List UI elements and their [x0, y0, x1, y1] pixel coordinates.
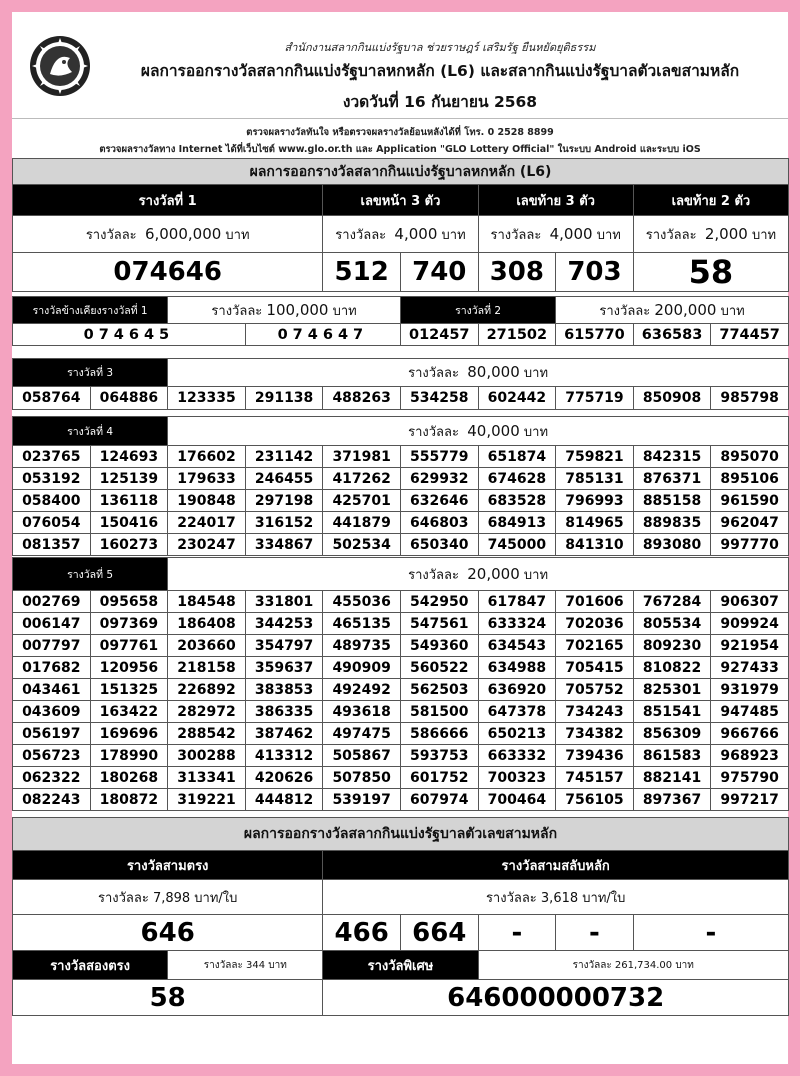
prize5-number: 186408: [168, 613, 246, 635]
prize4-number: 150416: [90, 512, 168, 534]
prize3-number: 775719: [556, 387, 634, 410]
prize4-number: 076054: [13, 512, 91, 534]
prize5-number: 383853: [245, 679, 323, 701]
prize4-number: 651874: [478, 446, 556, 468]
prize4-number: 629932: [400, 468, 478, 490]
prize5-number: 705415: [556, 657, 634, 679]
prize5-number: 095658: [90, 591, 168, 613]
prize5-number: 097761: [90, 635, 168, 657]
straight2-label: รางวัลสองตรง: [13, 951, 168, 980]
amount-value: 4,000: [394, 224, 438, 243]
prize4-number: 246455: [245, 468, 323, 490]
prize5-number: 539197: [323, 789, 401, 811]
prize5-amount: [168, 558, 789, 591]
prize4-number: 997770: [711, 534, 789, 556]
prize5-number: 607974: [400, 789, 478, 811]
n3-table: [12, 817, 789, 1016]
prize5-number: 634988: [478, 657, 556, 679]
prize5-row: [13, 789, 789, 811]
prize5-number: 562503: [400, 679, 478, 701]
amount-unit: บาท: [225, 227, 250, 243]
prize5-number: 560522: [400, 657, 478, 679]
prize4-number: 441879: [323, 512, 401, 534]
amount-unit: บาท: [720, 303, 745, 319]
back2-number: 58: [633, 253, 788, 292]
prize4-table: [12, 416, 789, 556]
amount-value: 40,000: [467, 421, 520, 440]
straight3-number: 646: [13, 915, 323, 951]
draw-date: งวดวันที่ 16 กันยายน 2568: [342, 93, 538, 111]
prize5-number: 169696: [90, 723, 168, 745]
prize3-number: 058764: [13, 387, 91, 410]
prize4-number: 895070: [711, 446, 789, 468]
back3-number: 703: [556, 253, 634, 292]
prize4-number: 885158: [633, 490, 711, 512]
prize4-row: [13, 534, 789, 556]
glo-emblem-icon: [28, 34, 92, 98]
amount-value: 80,000: [467, 363, 520, 381]
amount-unit: บาท: [751, 227, 777, 243]
prize4-number: 231142: [245, 446, 323, 468]
amount-prefix: รางวัลละ: [408, 567, 459, 583]
header: [12, 12, 788, 118]
prize4-amount: [168, 417, 789, 446]
amount-value: 4,000: [549, 224, 593, 243]
back2-amount: [633, 216, 788, 253]
front3-number: 512: [323, 253, 401, 292]
amount-unit: บาท: [523, 567, 549, 583]
prize5-row: [13, 745, 789, 767]
tod3-number: -: [633, 915, 788, 951]
prize5-number: 151325: [90, 679, 168, 701]
near1-amount: [168, 297, 401, 324]
prize2-number: 615770: [556, 324, 634, 346]
prize4-row: [13, 468, 789, 490]
prize5-number: 701606: [556, 591, 634, 613]
amount-unit: บาท: [332, 303, 357, 319]
prize4-number: 632646: [400, 490, 478, 512]
prize4-number: 895106: [711, 468, 789, 490]
prize5-number: 921954: [711, 635, 789, 657]
prize4-number: 125139: [90, 468, 168, 490]
prize4-number: 179633: [168, 468, 246, 490]
prize4-number: 684913: [478, 512, 556, 534]
front3-number: 740: [400, 253, 478, 292]
prize5-number: 455036: [323, 591, 401, 613]
prize3-number: 488263: [323, 387, 401, 410]
prize5-number: 313341: [168, 767, 246, 789]
prize5-number: 745157: [556, 767, 634, 789]
prize4-row: [13, 446, 789, 468]
prize5-number: 386335: [245, 701, 323, 723]
tod3-number: 664: [400, 915, 478, 951]
prize5-label: รางวัลที่ 5: [13, 558, 168, 591]
prize5-number: 617847: [478, 591, 556, 613]
straight3-label: รางวัลสามตรง: [13, 851, 323, 880]
prize4-number: 190848: [168, 490, 246, 512]
straight2-amount: รางวัลละ 344 บาท: [168, 951, 323, 980]
front3-label: เลขหน้า 3 ตัว: [323, 185, 478, 216]
prize5-number: 931979: [711, 679, 789, 701]
prize5-number: 633324: [478, 613, 556, 635]
prize2-number: 012457: [400, 324, 478, 346]
prize4-number: 683528: [478, 490, 556, 512]
prize5-number: 650213: [478, 723, 556, 745]
prize5-number: 002769: [13, 591, 91, 613]
prize5-number: 444812: [245, 789, 323, 811]
prize5-table: [12, 557, 789, 811]
prize5-number: 465135: [323, 613, 401, 635]
prize5-number: 184548: [168, 591, 246, 613]
prize3-number: 064886: [90, 387, 168, 410]
amount-prefix: รางวัลละ: [408, 424, 459, 440]
prize5-number: 505867: [323, 745, 401, 767]
prize4-number: 961590: [711, 490, 789, 512]
near1-number: 074647: [245, 324, 400, 346]
prize5-number: 043461: [13, 679, 91, 701]
prize5-number: 226892: [168, 679, 246, 701]
agency-motto: สำนักงานสลากกินแบ่งรัฐบาล ช่วยราษฎร์ เสริมรัฐ ยืนหยัดยุติธรรม: [284, 41, 596, 54]
check-phone: ตรวจผลรางวัลทันใจ หรือตรวจผลรางวัลย้อนหลังได้ที่ โทร. 0 2528 8899: [246, 127, 554, 138]
prize3-table: [12, 358, 789, 410]
special-amount: รางวัลละ 261,734.00 บาท: [478, 951, 788, 980]
prize5-row: [13, 657, 789, 679]
prize4-number: 650340: [400, 534, 478, 556]
prize5-number: 705752: [556, 679, 634, 701]
prize4-label: รางวัลที่ 4: [13, 417, 168, 446]
prize5-number: 767284: [633, 591, 711, 613]
prize4-number: 334867: [245, 534, 323, 556]
amount-prefix: รางวัลละ: [490, 227, 542, 243]
prize5-row: [13, 613, 789, 635]
prize4-number: 842315: [633, 446, 711, 468]
special-number: 646000000732: [323, 980, 789, 1016]
prize5-number: 490909: [323, 657, 401, 679]
check-internet: ตรวจผลรางวัลทาง Internet ได้ที่เว็บไซต์ www.glo.or.th และ Application "GLO Lottery Official" ในระบบ Android และระบบ iOS: [99, 144, 701, 155]
prize4-number: 745000: [478, 534, 556, 556]
prize2-number: 636583: [633, 324, 711, 346]
prize4-number: 841310: [556, 534, 634, 556]
prize5-number: 861583: [633, 745, 711, 767]
prize5-number: 947485: [711, 701, 789, 723]
prize5-number: 702036: [556, 613, 634, 635]
prize5-number: 549360: [400, 635, 478, 657]
result-sheet: [12, 12, 788, 1064]
prize5-number: 700464: [478, 789, 556, 811]
prize5-number: 218158: [168, 657, 246, 679]
prize5-number: 163422: [90, 701, 168, 723]
prize5-number: 354797: [245, 635, 323, 657]
prize5-number: 097369: [90, 613, 168, 635]
prize4-row: [13, 490, 789, 512]
amount-value: 100,000: [266, 300, 329, 319]
back3-number: 308: [478, 253, 556, 292]
prize5-number: 056723: [13, 745, 91, 767]
prize1-amount: [13, 216, 323, 253]
tod3-label: รางวัลสามสลับหลัก: [323, 851, 789, 880]
prize5-number: 663332: [478, 745, 556, 767]
prize4-number: 224017: [168, 512, 246, 534]
prize3-number: 291138: [245, 387, 323, 410]
prize5-number: 927433: [711, 657, 789, 679]
tod3-amount: รางวัลละ 3,618 บาท/ใบ: [323, 880, 789, 915]
prize5-number: 906307: [711, 591, 789, 613]
prize5-number: 344253: [245, 613, 323, 635]
prize5-number: 420626: [245, 767, 323, 789]
prize5-number: 882141: [633, 767, 711, 789]
prize4-number: 893080: [633, 534, 711, 556]
prize4-number: 371981: [323, 446, 401, 468]
amount-prefix: รางวัลละ: [335, 227, 387, 243]
prize5-number: 319221: [168, 789, 246, 811]
prize5-number: 017682: [13, 657, 91, 679]
prize5-number: 851541: [633, 701, 711, 723]
prize5-number: 413312: [245, 745, 323, 767]
prize5-number: 489735: [323, 635, 401, 657]
prize5-number: 601752: [400, 767, 478, 789]
straight3-amount: รางวัลละ 7,898 บาท/ใบ: [13, 880, 323, 915]
prize5-number: 805534: [633, 613, 711, 635]
l6-section-title: ผลการออกรางวัลสลากกินแบ่งรัฐบาลหกหลัก (L6): [13, 159, 789, 185]
prize2-number: 271502: [478, 324, 556, 346]
prize4-row: [13, 512, 789, 534]
prize5-number: 966766: [711, 723, 789, 745]
prize5-number: 856309: [633, 723, 711, 745]
amount-prefix: รางวัลละ: [599, 303, 651, 319]
prize5-number: 006147: [13, 613, 91, 635]
near-prize2-table: [12, 296, 789, 346]
prize2-amount: [556, 297, 789, 324]
prize4-number: 674628: [478, 468, 556, 490]
prize1-label: รางวัลที่ 1: [13, 185, 323, 216]
prize4-number: 124693: [90, 446, 168, 468]
prize4-number: 023765: [13, 446, 91, 468]
prize3-number: 534258: [400, 387, 478, 410]
prize3-number: 850908: [633, 387, 711, 410]
prize5-number: 593753: [400, 745, 478, 767]
prize5-row: [13, 635, 789, 657]
prize3-number: 123335: [168, 387, 246, 410]
prize5-number: 082243: [13, 789, 91, 811]
prize5-number: 734382: [556, 723, 634, 745]
prize5-number: 507850: [323, 767, 401, 789]
prize2-number: 774457: [711, 324, 789, 346]
prize4-number: 876371: [633, 468, 711, 490]
special-label: รางวัลพิเศษ: [323, 951, 478, 980]
amount-prefix: รางวัลละ: [211, 303, 263, 319]
prize4-number: 759821: [556, 446, 634, 468]
prize3-number: 602442: [478, 387, 556, 410]
prize4-number: 297198: [245, 490, 323, 512]
prize3-number: 985798: [711, 387, 789, 410]
amount-value: 6,000,000: [144, 224, 222, 243]
prize5-number: 387462: [245, 723, 323, 745]
prize5-number: 825301: [633, 679, 711, 701]
prize2-label: รางวัลที่ 2: [400, 297, 555, 324]
prize5-number: 203660: [168, 635, 246, 657]
prize4-number: 814965: [556, 512, 634, 534]
prize4-number: 176602: [168, 446, 246, 468]
prize4-number: 136118: [90, 490, 168, 512]
prize3-amount: [168, 359, 789, 387]
prize5-number: 756105: [556, 789, 634, 811]
prize3-row: [13, 387, 789, 410]
prize5-number: 007797: [13, 635, 91, 657]
prize4-number: 230247: [168, 534, 246, 556]
prize4-number: 160273: [90, 534, 168, 556]
prize5-number: 997217: [711, 789, 789, 811]
prize5-number: 180872: [90, 789, 168, 811]
prize5-row: [13, 723, 789, 745]
prize5-number: 062322: [13, 767, 91, 789]
amount-unit: บาท: [523, 366, 549, 381]
prize4-number: 502534: [323, 534, 401, 556]
prize4-number: 962047: [711, 512, 789, 534]
prize5-number: 897367: [633, 789, 711, 811]
prize1-number: 074646: [13, 253, 323, 292]
prize5-number: 636920: [478, 679, 556, 701]
prize5-number: 288542: [168, 723, 246, 745]
n3-section-title: ผลการออกรางวัลสลากกินแบ่งรัฐบาลตัวเลขสามหลัก: [13, 818, 789, 851]
amount-value: 200,000: [654, 300, 717, 319]
back3-amount: [478, 216, 633, 253]
prize5-number: 810822: [633, 657, 711, 679]
prize5-number: 180268: [90, 767, 168, 789]
page-title: ผลการออกรางวัลสลากกินแบ่งรัฐบาลหกหลัก (L6) และสลากกินแบ่งรัฐบาลตัวเลขสามหลัก: [140, 62, 740, 80]
straight2-number: 58: [13, 980, 323, 1016]
front3-amount: [323, 216, 478, 253]
amount-unit: บาท: [441, 227, 466, 243]
back2-label: เลขท้าย 2 ตัว: [633, 185, 788, 216]
amount-unit: บาท: [596, 227, 621, 243]
prize5-number: 542950: [400, 591, 478, 613]
prize5-number: 581500: [400, 701, 478, 723]
l6-top-table: [12, 158, 789, 292]
prize5-number: 586666: [400, 723, 478, 745]
prize5-number: 178990: [90, 745, 168, 767]
amount-value: 20,000: [467, 564, 520, 583]
prize5-number: 909924: [711, 613, 789, 635]
amount-prefix: รางวัลละ: [408, 366, 459, 381]
prize4-number: 555779: [400, 446, 478, 468]
prize5-number: 056197: [13, 723, 91, 745]
prize4-number: 081357: [13, 534, 91, 556]
prize5-number: 497475: [323, 723, 401, 745]
prize5-row: [13, 679, 789, 701]
prize5-number: 702165: [556, 635, 634, 657]
prize3-label: รางวัลที่ 3: [13, 359, 168, 387]
prize5-number: 700323: [478, 767, 556, 789]
prize4-number: 646803: [400, 512, 478, 534]
prize5-number: 547561: [400, 613, 478, 635]
amount-prefix: รางวัลละ: [645, 227, 697, 243]
prize5-number: 647378: [478, 701, 556, 723]
prize5-row: [13, 591, 789, 613]
prize5-number: 282972: [168, 701, 246, 723]
tod3-number: -: [478, 915, 556, 951]
prize5-number: 739436: [556, 745, 634, 767]
prize5-row: [13, 767, 789, 789]
check-info: [12, 118, 788, 157]
amount-value: 2,000: [704, 224, 748, 243]
prize5-number: 968923: [711, 745, 789, 767]
back3-label: เลขท้าย 3 ตัว: [478, 185, 633, 216]
prize4-number: 425701: [323, 490, 401, 512]
prize5-number: 331801: [245, 591, 323, 613]
prize5-number: 492492: [323, 679, 401, 701]
prize4-number: 058400: [13, 490, 91, 512]
near1-label: รางวัลข้างเคียงรางวัลที่ 1: [13, 297, 168, 324]
tod3-number: 466: [323, 915, 401, 951]
prize4-number: 053192: [13, 468, 91, 490]
prize5-number: 120956: [90, 657, 168, 679]
prize4-number: 417262: [323, 468, 401, 490]
amount-prefix: รางวัลละ: [85, 227, 137, 243]
tod3-number: -: [556, 915, 634, 951]
prize5-number: 493618: [323, 701, 401, 723]
prize4-number: 316152: [245, 512, 323, 534]
prize4-number: 785131: [556, 468, 634, 490]
prize5-number: 300288: [168, 745, 246, 767]
prize5-number: 359637: [245, 657, 323, 679]
prize5-number: 634543: [478, 635, 556, 657]
prize5-number: 809230: [633, 635, 711, 657]
prize5-number: 975790: [711, 767, 789, 789]
prize4-number: 889835: [633, 512, 711, 534]
prize5-number: 734243: [556, 701, 634, 723]
prize4-number: 796993: [556, 490, 634, 512]
prize5-row: [13, 701, 789, 723]
prize5-number: 043609: [13, 701, 91, 723]
amount-unit: บาท: [523, 424, 549, 440]
near1-number: 074645: [13, 324, 246, 346]
